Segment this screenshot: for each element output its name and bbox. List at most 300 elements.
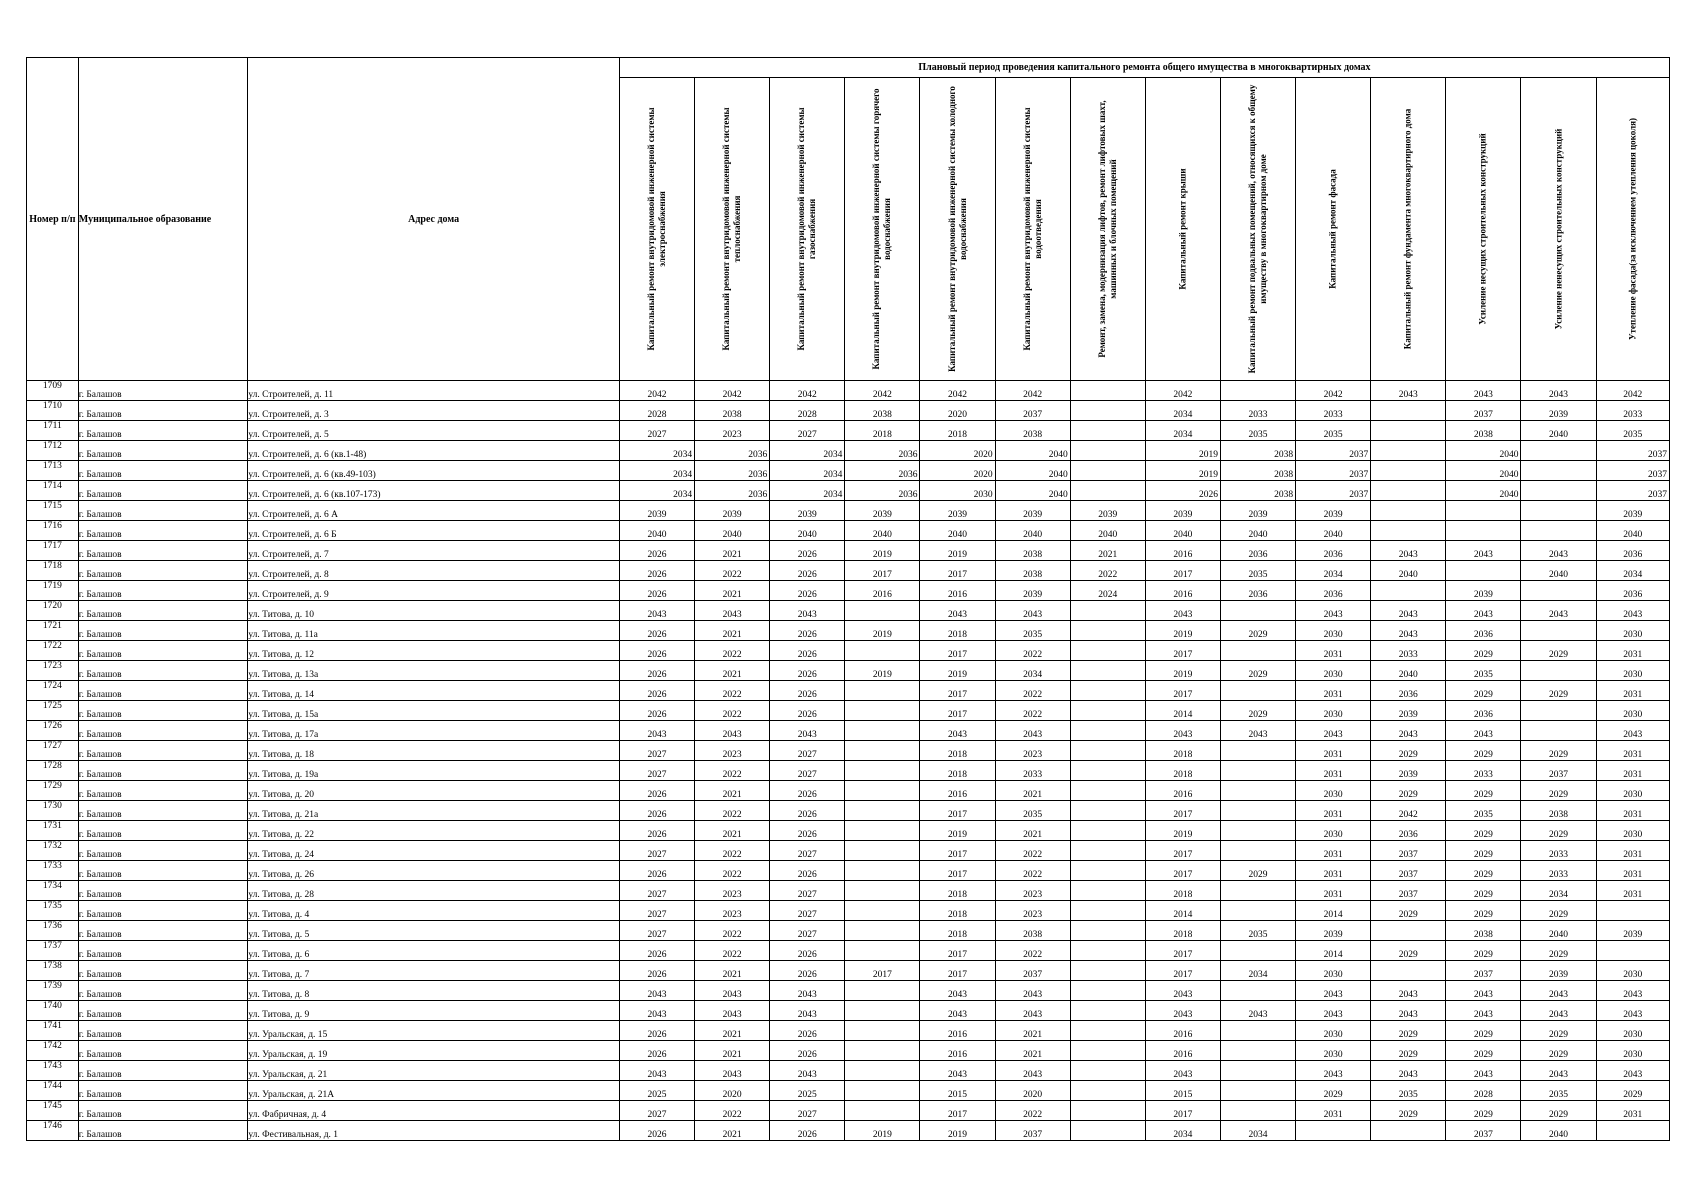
row-year-cell: 2036 <box>695 441 770 461</box>
row-year-cell: 2039 <box>995 501 1070 521</box>
row-year-cell: 2022 <box>695 761 770 781</box>
table-row <box>27 1081 1670 1101</box>
row-municipality: г. Балашов <box>78 741 248 761</box>
row-number: 1721 <box>27 621 79 641</box>
row-number: 1729 <box>27 781 79 801</box>
row-year-cell: 2026 <box>619 941 694 961</box>
row-year-cell <box>1521 661 1596 681</box>
row-municipality: г. Балашов <box>78 941 248 961</box>
row-year-cell: 2034 <box>770 441 845 461</box>
row-year-cell: 2038 <box>995 921 1070 941</box>
header-column-label: Капитальный ремонт внутридомовой инженерной системы газоснабжения <box>796 107 818 351</box>
row-year-cell: 2026 <box>770 641 845 661</box>
row-year-cell: 2038 <box>1446 921 1521 941</box>
row-year-cell: 2019 <box>920 1121 995 1141</box>
row-year-cell: 2036 <box>845 481 920 501</box>
row-year-cell: 2043 <box>1521 601 1596 621</box>
row-year-cell: 2017 <box>1145 1101 1220 1121</box>
row-year-cell: 2043 <box>770 981 845 1001</box>
row-year-cell: 2031 <box>1296 761 1371 781</box>
row-year-cell: 2040 <box>1070 521 1145 541</box>
table-header <box>27 58 1670 381</box>
row-year-cell: 2014 <box>1145 701 1220 721</box>
row-address: ул. Строителей, д. 6 А <box>248 501 620 521</box>
row-year-cell <box>1070 801 1145 821</box>
row-year-cell: 2031 <box>1296 741 1371 761</box>
row-number: 1712 <box>27 441 79 461</box>
row-year-cell: 2029 <box>1446 1101 1521 1121</box>
row-municipality: г. Балашов <box>78 461 248 481</box>
row-year-cell: 2020 <box>695 1081 770 1101</box>
row-year-cell: 2026 <box>619 861 694 881</box>
header-municipality: Муниципальное образование <box>78 58 248 381</box>
row-year-cell: 2029 <box>1446 881 1521 901</box>
row-year-cell: 2014 <box>1145 901 1220 921</box>
row-year-cell: 2027 <box>619 761 694 781</box>
header-column <box>1596 78 1669 381</box>
row-year-cell <box>1521 501 1596 521</box>
table-row <box>27 921 1670 941</box>
row-year-cell: 2026 <box>770 861 845 881</box>
row-year-cell: 2019 <box>920 821 995 841</box>
row-year-cell: 2022 <box>1070 561 1145 581</box>
table-row <box>27 881 1670 901</box>
row-municipality: г. Балашов <box>78 1021 248 1041</box>
row-municipality: г. Балашов <box>78 761 248 781</box>
row-year-cell: 2022 <box>695 941 770 961</box>
row-year-cell: 2031 <box>1596 881 1669 901</box>
row-year-cell: 2043 <box>1296 1061 1371 1081</box>
row-municipality: г. Балашов <box>78 681 248 701</box>
row-year-cell: 2029 <box>1220 861 1295 881</box>
row-year-cell: 2028 <box>770 401 845 421</box>
row-year-cell <box>845 1101 920 1121</box>
row-year-cell: 2029 <box>1521 1041 1596 1061</box>
row-year-cell: 2019 <box>1145 621 1220 641</box>
row-year-cell <box>1220 881 1295 901</box>
row-year-cell <box>845 841 920 861</box>
row-year-cell: 2030 <box>1596 781 1669 801</box>
row-year-cell: 2026 <box>770 621 845 641</box>
row-year-cell <box>1070 621 1145 641</box>
row-year-cell <box>1371 421 1446 441</box>
row-year-cell: 2043 <box>1446 721 1521 741</box>
row-year-cell <box>1220 1061 1295 1081</box>
row-year-cell: 2022 <box>995 861 1070 881</box>
row-year-cell: 2026 <box>770 1021 845 1041</box>
row-year-cell: 2022 <box>995 841 1070 861</box>
row-year-cell: 2036 <box>845 461 920 481</box>
row-year-cell: 2026 <box>619 1021 694 1041</box>
row-year-cell: 2040 <box>770 521 845 541</box>
row-year-cell: 2021 <box>695 621 770 641</box>
row-year-cell <box>1070 961 1145 981</box>
row-municipality: г. Балашов <box>78 1061 248 1081</box>
row-year-cell <box>1220 1041 1295 1061</box>
row-year-cell: 2017 <box>920 961 995 981</box>
row-year-cell: 2029 <box>1446 1021 1521 1041</box>
row-address: ул. Строителей, д. 11 <box>248 381 620 401</box>
row-year-cell: 2016 <box>1145 581 1220 601</box>
row-year-cell: 2043 <box>1446 541 1521 561</box>
row-year-cell: 2034 <box>1296 561 1371 581</box>
row-year-cell: 2027 <box>619 841 694 861</box>
row-year-cell <box>1371 521 1446 541</box>
row-address: ул. Строителей, д. 6 (кв.1-48) <box>248 441 620 461</box>
row-address: ул. Уральская, д. 19 <box>248 1041 620 1061</box>
row-year-cell <box>1446 561 1521 581</box>
row-year-cell: 2019 <box>1145 441 1220 461</box>
row-year-cell: 2042 <box>1596 381 1669 401</box>
row-year-cell: 2042 <box>1145 381 1220 401</box>
row-year-cell <box>1521 581 1596 601</box>
row-number: 1717 <box>27 541 79 561</box>
row-year-cell: 2020 <box>995 1081 1070 1101</box>
row-year-cell: 2042 <box>920 381 995 401</box>
row-year-cell: 2043 <box>920 1061 995 1081</box>
row-year-cell: 2023 <box>695 421 770 441</box>
row-year-cell: 2026 <box>619 781 694 801</box>
row-address: ул. Титова, д. 19а <box>248 761 620 781</box>
row-year-cell: 2029 <box>1521 741 1596 761</box>
row-year-cell: 2043 <box>619 721 694 741</box>
header-column-label: Капитальный ремонт внутридомовой инженерной системы электроснабжения <box>646 107 667 351</box>
row-year-cell <box>1220 741 1295 761</box>
row-municipality: г. Балашов <box>78 801 248 821</box>
row-year-cell: 2040 <box>1371 661 1446 681</box>
row-municipality: г. Балашов <box>78 481 248 501</box>
row-address: ул. Титова, д. 13а <box>248 661 620 681</box>
row-year-cell: 2037 <box>1596 461 1669 481</box>
row-year-cell: 2026 <box>619 581 694 601</box>
row-year-cell <box>1220 601 1295 621</box>
row-number: 1735 <box>27 901 79 921</box>
row-year-cell: 2043 <box>920 1001 995 1021</box>
row-year-cell: 2037 <box>995 961 1070 981</box>
row-year-cell: 2043 <box>995 601 1070 621</box>
row-year-cell: 2017 <box>1145 801 1220 821</box>
row-municipality: г. Балашов <box>78 581 248 601</box>
row-year-cell: 2040 <box>920 521 995 541</box>
row-year-cell: 2037 <box>1446 1121 1521 1141</box>
row-year-cell: 2016 <box>1145 1021 1220 1041</box>
row-year-cell: 2036 <box>695 481 770 501</box>
row-year-cell: 2029 <box>1220 621 1295 641</box>
row-year-cell: 2017 <box>1145 961 1220 981</box>
header-column-label: Капитальный ремонт крыши <box>1177 168 1188 290</box>
row-year-cell: 2027 <box>619 901 694 921</box>
row-year-cell: 2033 <box>1220 401 1295 421</box>
header-column <box>1446 78 1521 381</box>
row-year-cell <box>1521 621 1596 641</box>
row-year-cell <box>1070 601 1145 621</box>
header-column <box>1371 78 1446 381</box>
row-year-cell: 2038 <box>1521 801 1596 821</box>
row-address: ул. Титова, д. 17а <box>248 721 620 741</box>
row-year-cell: 2034 <box>1220 1121 1295 1141</box>
row-year-cell: 2043 <box>920 981 995 1001</box>
row-municipality: г. Балашов <box>78 561 248 581</box>
row-year-cell: 2025 <box>619 1081 694 1101</box>
row-year-cell <box>1446 521 1521 541</box>
row-year-cell <box>845 781 920 801</box>
row-year-cell: 2030 <box>1296 701 1371 721</box>
row-year-cell: 2042 <box>1371 801 1446 821</box>
row-year-cell <box>845 601 920 621</box>
row-year-cell: 2037 <box>1521 761 1596 781</box>
row-year-cell: 2018 <box>1145 921 1220 941</box>
row-year-cell: 2018 <box>1145 761 1220 781</box>
row-year-cell: 2040 <box>1145 521 1220 541</box>
header-column <box>695 78 770 381</box>
row-year-cell: 2030 <box>1596 621 1669 641</box>
row-year-cell: 2018 <box>920 901 995 921</box>
row-address: ул. Титова, д. 10 <box>248 601 620 621</box>
row-address: ул. Титова, д. 4 <box>248 901 620 921</box>
header-address: Адрес дома <box>248 58 620 381</box>
row-year-cell: 2043 <box>1521 381 1596 401</box>
row-year-cell: 2035 <box>1521 1081 1596 1101</box>
row-year-cell: 2042 <box>770 381 845 401</box>
row-year-cell <box>1070 481 1145 501</box>
row-year-cell: 2026 <box>770 561 845 581</box>
table-row <box>27 421 1670 441</box>
row-municipality: г. Балашов <box>78 721 248 741</box>
table-row <box>27 801 1670 821</box>
row-municipality: г. Балашов <box>78 501 248 521</box>
row-year-cell: 2043 <box>1596 721 1669 741</box>
row-year-cell <box>1070 441 1145 461</box>
row-year-cell: 2030 <box>1296 1041 1371 1061</box>
row-address: ул. Строителей, д. 6 Б <box>248 521 620 541</box>
row-year-cell: 2043 <box>1446 1001 1521 1021</box>
row-year-cell: 2039 <box>1521 961 1596 981</box>
header-column-label: Усиление несущих строительных конструкций <box>1477 133 1488 325</box>
row-year-cell: 2020 <box>920 401 995 421</box>
row-year-cell: 2017 <box>1145 941 1220 961</box>
row-year-cell: 2030 <box>1296 821 1371 841</box>
row-year-cell <box>845 761 920 781</box>
row-year-cell: 2027 <box>770 921 845 941</box>
row-year-cell: 2039 <box>1596 501 1669 521</box>
row-year-cell: 2031 <box>1596 1101 1669 1121</box>
row-municipality: г. Балашов <box>78 621 248 641</box>
header-column <box>619 78 694 381</box>
row-year-cell: 2033 <box>1521 861 1596 881</box>
row-year-cell: 2040 <box>1446 461 1521 481</box>
row-year-cell: 2021 <box>695 1121 770 1141</box>
header-column <box>1521 78 1596 381</box>
row-year-cell <box>1070 461 1145 481</box>
table-row <box>27 1061 1670 1081</box>
row-year-cell: 2018 <box>920 421 995 441</box>
row-address: ул. Строителей, д. 7 <box>248 541 620 561</box>
row-year-cell: 2043 <box>1596 1001 1669 1021</box>
table-row <box>27 701 1670 721</box>
row-address: ул. Титова, д. 24 <box>248 841 620 861</box>
row-year-cell: 2029 <box>1446 681 1521 701</box>
row-number: 1726 <box>27 721 79 741</box>
row-number: 1715 <box>27 501 79 521</box>
row-year-cell: 2015 <box>1145 1081 1220 1101</box>
row-year-cell: 2029 <box>1446 901 1521 921</box>
row-year-cell: 2043 <box>619 981 694 1001</box>
row-year-cell <box>1220 681 1295 701</box>
row-year-cell: 2043 <box>1371 1061 1446 1081</box>
row-year-cell <box>1070 1001 1145 1021</box>
table-row <box>27 761 1670 781</box>
row-year-cell: 2022 <box>695 1101 770 1121</box>
row-year-cell: 2039 <box>1371 701 1446 721</box>
header-column-label: Капитальный ремонт внутридомовой инженерной системы холодного водоснабжения <box>946 86 968 372</box>
row-year-cell: 2035 <box>1220 561 1295 581</box>
row-year-cell: 2039 <box>695 501 770 521</box>
header-column <box>1070 78 1145 381</box>
row-year-cell: 2033 <box>1521 841 1596 861</box>
row-year-cell: 2031 <box>1296 1101 1371 1121</box>
row-year-cell: 2043 <box>1446 601 1521 621</box>
row-year-cell: 2038 <box>1220 441 1295 461</box>
row-municipality: г. Балашов <box>78 601 248 621</box>
row-municipality: г. Балашов <box>78 921 248 941</box>
row-address: ул. Фестивальная, д. 1 <box>248 1121 620 1141</box>
header-column-label: Ремонт, замена, модернизация лифтов, ремонт лифтовых шахт, машинных и блочных помещений <box>1096 100 1118 358</box>
row-year-cell: 2040 <box>1446 441 1521 461</box>
row-year-cell <box>1371 501 1446 521</box>
row-year-cell: 2014 <box>1296 901 1371 921</box>
row-year-cell: 2026 <box>770 801 845 821</box>
row-year-cell: 2043 <box>1371 981 1446 1001</box>
row-year-cell: 2022 <box>995 681 1070 701</box>
row-year-cell: 2035 <box>995 801 1070 821</box>
row-address: ул. Титова, д. 21а <box>248 801 620 821</box>
header-num: Номер п/п <box>27 58 79 381</box>
row-year-cell: 2039 <box>1371 761 1446 781</box>
row-year-cell <box>845 681 920 701</box>
row-year-cell: 2031 <box>1596 681 1669 701</box>
row-year-cell <box>1220 381 1295 401</box>
header-column-label: Капитальный ремонт подвальных помещений, относящихся к общему имуществу в многоквартирном доме <box>1247 84 1268 374</box>
row-year-cell: 2034 <box>770 461 845 481</box>
row-number: 1709 <box>27 381 79 401</box>
row-year-cell: 2040 <box>1521 561 1596 581</box>
row-year-cell: 2021 <box>695 581 770 601</box>
row-year-cell: 2022 <box>695 921 770 941</box>
row-year-cell: 2034 <box>619 461 694 481</box>
row-year-cell: 2042 <box>1296 381 1371 401</box>
row-address: ул. Титова, д. 6 <box>248 941 620 961</box>
table-row <box>27 901 1670 921</box>
row-municipality: г. Балашов <box>78 1081 248 1101</box>
row-year-cell <box>1070 401 1145 421</box>
row-municipality: г. Балашов <box>78 1041 248 1061</box>
row-year-cell: 2022 <box>995 701 1070 721</box>
row-year-cell: 2021 <box>995 821 1070 841</box>
table-row <box>27 1021 1670 1041</box>
row-year-cell: 2037 <box>1371 881 1446 901</box>
row-year-cell <box>1521 441 1596 461</box>
row-year-cell: 2026 <box>770 661 845 681</box>
header-column <box>995 78 1070 381</box>
row-year-cell <box>1070 861 1145 881</box>
row-year-cell: 2043 <box>1145 1061 1220 1081</box>
row-year-cell <box>1220 821 1295 841</box>
row-year-cell: 2014 <box>1296 941 1371 961</box>
row-year-cell: 2021 <box>995 1021 1070 1041</box>
row-year-cell <box>1070 1041 1145 1061</box>
row-year-cell <box>1371 401 1446 421</box>
row-municipality: г. Балашов <box>78 781 248 801</box>
row-year-cell: 2023 <box>995 881 1070 901</box>
row-year-cell: 2019 <box>920 661 995 681</box>
row-year-cell: 2031 <box>1296 641 1371 661</box>
row-year-cell: 2029 <box>1220 661 1295 681</box>
row-number: 1710 <box>27 401 79 421</box>
row-year-cell: 2029 <box>1521 1021 1596 1041</box>
row-year-cell: 2028 <box>1446 1081 1521 1101</box>
row-year-cell <box>1070 661 1145 681</box>
row-year-cell <box>845 741 920 761</box>
row-number: 1733 <box>27 861 79 881</box>
row-year-cell: 2015 <box>920 1081 995 1101</box>
row-year-cell <box>1070 761 1145 781</box>
row-year-cell: 2026 <box>619 681 694 701</box>
row-year-cell: 2023 <box>995 741 1070 761</box>
row-number: 1723 <box>27 661 79 681</box>
row-year-cell: 2027 <box>619 921 694 941</box>
row-year-cell: 2033 <box>1446 761 1521 781</box>
row-address: ул. Фабричная, д. 4 <box>248 1101 620 1121</box>
row-year-cell: 2036 <box>1220 541 1295 561</box>
row-year-cell: 2034 <box>995 661 1070 681</box>
row-year-cell: 2040 <box>995 481 1070 501</box>
row-number: 1730 <box>27 801 79 821</box>
row-year-cell: 2029 <box>1371 901 1446 921</box>
row-year-cell: 2043 <box>1371 381 1446 401</box>
row-municipality: г. Балашов <box>78 1121 248 1141</box>
header-column-label: Капитальный ремонт внутридомовой инженерной системы водоотведения <box>1021 107 1043 351</box>
row-year-cell: 2016 <box>920 781 995 801</box>
row-year-cell: 2017 <box>1145 641 1220 661</box>
row-year-cell: 2026 <box>619 641 694 661</box>
table-row <box>27 561 1670 581</box>
row-year-cell: 2043 <box>770 1061 845 1081</box>
row-year-cell: 2029 <box>1446 821 1521 841</box>
row-year-cell: 2030 <box>1296 621 1371 641</box>
row-year-cell: 2043 <box>770 721 845 741</box>
row-year-cell <box>1596 941 1669 961</box>
row-year-cell: 2027 <box>770 841 845 861</box>
row-year-cell <box>1070 1101 1145 1121</box>
row-year-cell: 2027 <box>770 421 845 441</box>
row-year-cell <box>1371 921 1446 941</box>
table-row <box>27 401 1670 421</box>
row-year-cell: 2029 <box>1446 841 1521 861</box>
row-address: ул. Титова, д. 26 <box>248 861 620 881</box>
row-year-cell: 2031 <box>1596 761 1669 781</box>
header-column-label: Капитальный ремонт фасада <box>1327 169 1338 289</box>
row-year-cell <box>1521 521 1596 541</box>
row-year-cell: 2036 <box>1296 581 1371 601</box>
row-year-cell: 2043 <box>1296 981 1371 1001</box>
table-row <box>27 961 1670 981</box>
row-address: ул. Уральская, д. 21А <box>248 1081 620 1101</box>
row-year-cell <box>1070 741 1145 761</box>
row-number: 1716 <box>27 521 79 541</box>
row-year-cell: 2040 <box>695 521 770 541</box>
table-body <box>27 381 1670 1141</box>
row-year-cell: 2043 <box>695 981 770 1001</box>
